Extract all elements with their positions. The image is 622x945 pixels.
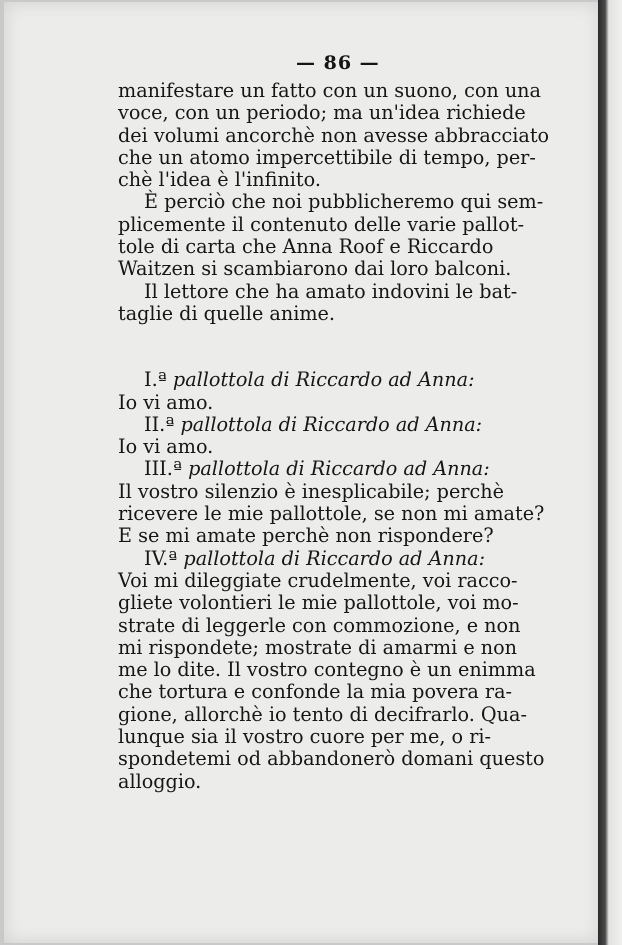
letter-line: gliete volontieri le mie pallottole, voi mo-	[118, 591, 519, 615]
text-line: È perciò che noi pubblicheremo qui sem-	[144, 190, 544, 214]
letter-line: Il vostro silenzio è inesplicabile; perchè	[118, 479, 504, 503]
text-line: plicemente il contenuto delle varie pallot-	[118, 212, 525, 236]
letter-line: Io vi amo.	[118, 390, 214, 414]
letter-title: pallottola di Riccardo ad Anna:	[180, 412, 483, 436]
text-line: dei volumi ancorchè non avesse abbracciato	[118, 123, 550, 147]
letter-heading	[118, 458, 568, 480]
letter-number: IV.ª	[144, 546, 178, 570]
letter-line: alloggio.	[118, 769, 202, 793]
section-gap	[118, 347, 568, 369]
letter-2	[118, 414, 568, 459]
text-line: Il lettore che ha amato indovini le bat-	[144, 279, 518, 303]
letter-line: lunque sia il vostro cuore per me, o ri-	[118, 725, 491, 749]
paragraph-2	[118, 191, 568, 280]
letter-line: spondetemi od abbandonerò domani questo	[118, 747, 545, 771]
letter-number: I.ª	[144, 368, 167, 392]
letter-line: strate di leggerle con commozione, e non	[118, 613, 521, 637]
letter-4	[118, 548, 568, 793]
text-line: che un atomo impercettibile di tempo, per-	[118, 145, 536, 169]
text-line: voce, con un periodo; ma un'idea richiede	[118, 101, 526, 125]
letter-number: II.ª	[144, 412, 175, 436]
letter-title: pallottola di Riccardo ad Anna:	[188, 457, 490, 481]
letter-line: che tortura e confonde la mia povera ra-	[118, 680, 513, 704]
letter-number: III.ª	[144, 457, 182, 481]
text-line: chè l'idea è l'infinito.	[118, 168, 321, 192]
page-number: — 86 —	[296, 52, 380, 74]
paragraph-3	[118, 281, 568, 326]
letter-1	[118, 369, 568, 414]
text-line: tole di carta che Anna Roof e Riccardo	[118, 235, 494, 259]
text-line: Waitzen si scambiarono dai loro balconi.	[118, 257, 512, 281]
section-gap	[118, 325, 568, 347]
letter-title: pallottola di Riccardo ad Anna:	[172, 368, 475, 392]
text-line: manifestare un fatto con un suono, con una	[118, 79, 541, 102]
letter-line: Io vi amo.	[118, 435, 214, 459]
letter-heading	[118, 369, 568, 391]
letter-line: E se mi amate perchè non rispondere?	[118, 524, 494, 548]
letter-line: ricevere le mie pallottole, se non mi amate?	[118, 502, 545, 526]
page-text	[118, 80, 568, 793]
letter-line: mi rispondete; mostrate di amarmi e non	[118, 635, 518, 659]
letter-title: pallottola di Riccardo ad Anna:	[183, 546, 486, 570]
letter-line: me lo dite. Il vostro contegno è un enimma	[118, 658, 536, 682]
paragraph-1	[118, 80, 568, 191]
letter-heading	[118, 548, 568, 570]
text-line: taglie di quelle anime.	[118, 301, 335, 325]
book-spine	[598, 0, 622, 945]
letter-line: Voi mi dileggiate crudelmente, voi racco-	[118, 568, 518, 592]
letter-3	[118, 458, 568, 547]
letter-heading	[118, 414, 568, 436]
letter-line: gione, allorchè io tento di decifrarlo. Qua-	[118, 702, 527, 726]
